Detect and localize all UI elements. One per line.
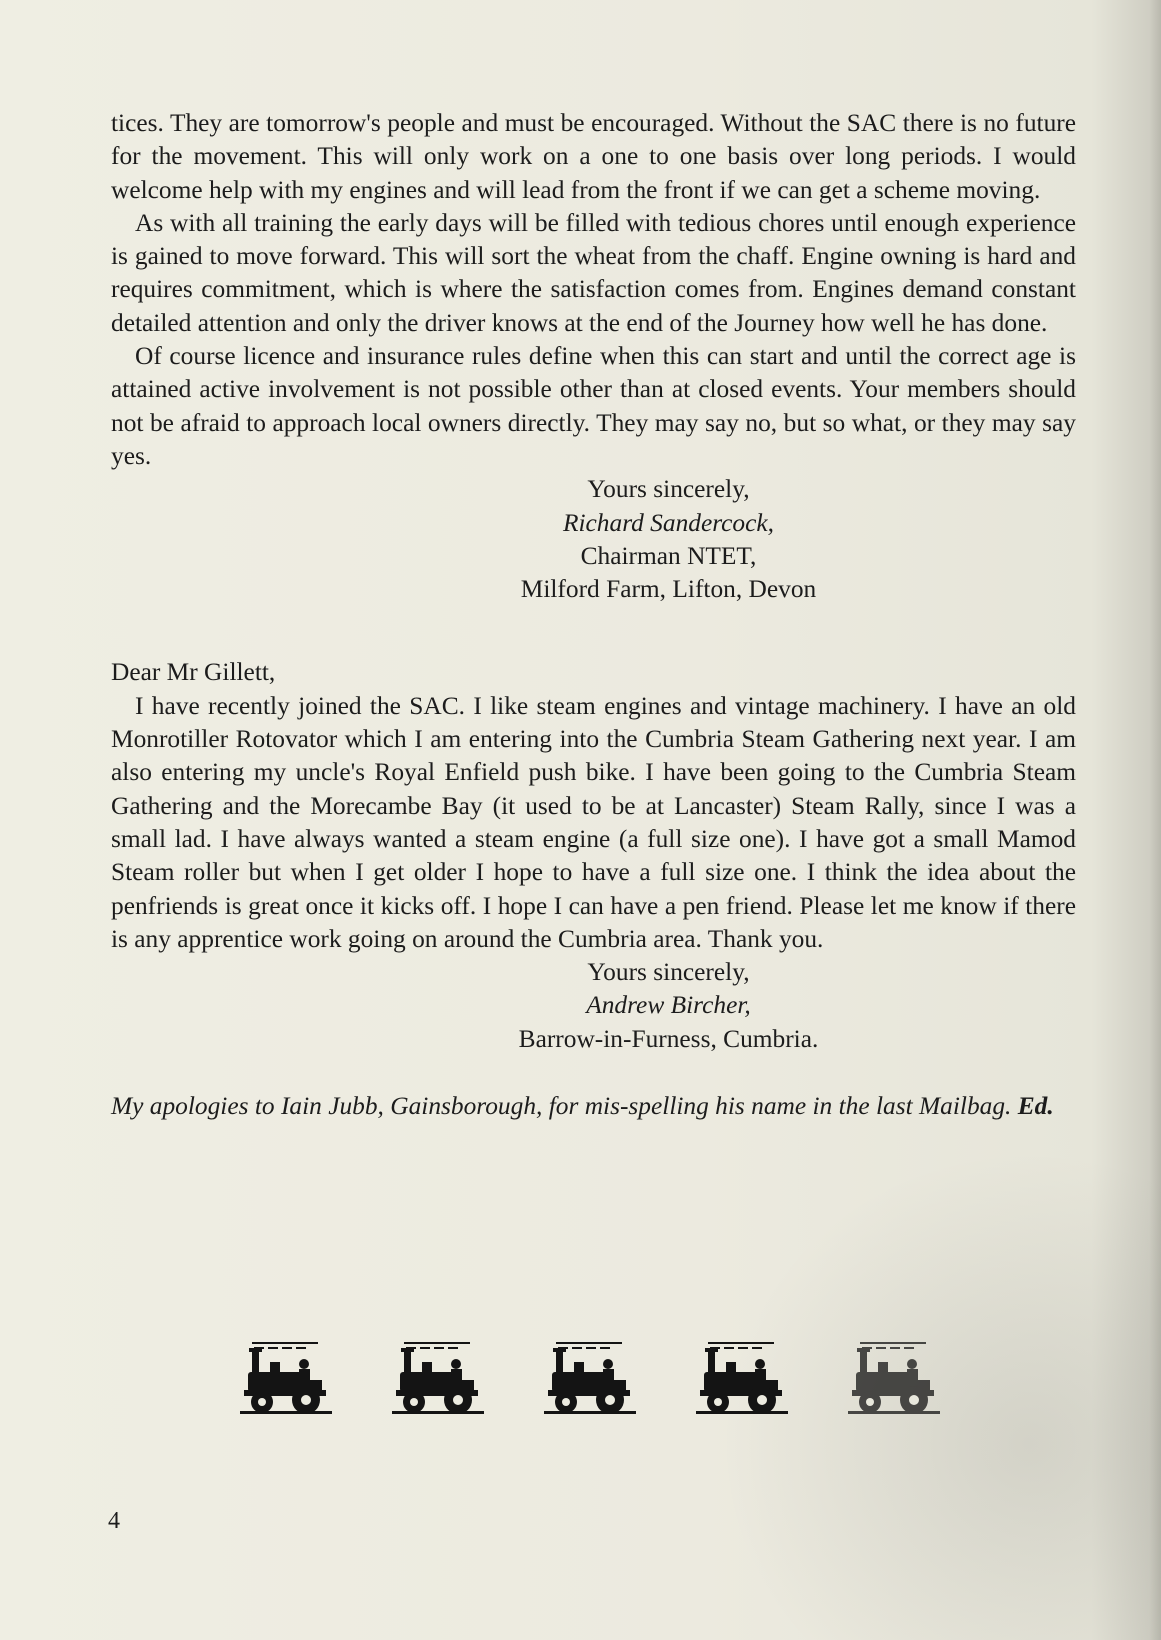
- closing: Yours sincerely,: [587, 475, 750, 504]
- editor-note-text: My apologies to Iain Jubb, Gainsborough, for mis-spelling his name in the last Mailbag.: [111, 1092, 1012, 1121]
- traction-engine-icon: [696, 1340, 788, 1415]
- traction-engine-icon: [240, 1340, 332, 1415]
- editor-note: [111, 1090, 1076, 1123]
- editor-sign: Ed.: [1017, 1092, 1054, 1121]
- signatory-address: Barrow-in-Furness, Cumbria.: [518, 1024, 819, 1053]
- letter-bircher: [111, 656, 1076, 1056]
- closing: Yours sincerely,: [587, 958, 750, 987]
- traction-engine-icon: [848, 1340, 940, 1415]
- signatory-name: Andrew Bircher,: [586, 991, 751, 1020]
- signatory-name: Richard Sandercock,: [562, 508, 775, 537]
- letter-paragraph: Of course licence and insurance rules define when this can start and until the correct age is attained active involvement is not possible other than at closed events. Your members should not be afraid to approach local owners directly. They may say no, but so what, or they may say yes.: [111, 342, 1076, 470]
- letter-signature: [111, 956, 1076, 1056]
- page-number: 4: [108, 1508, 120, 1534]
- mailbag-column: [111, 107, 1076, 1123]
- salutation: Dear Mr Gillett,: [111, 658, 276, 687]
- letter-signature: [111, 473, 1076, 606]
- traction-engine-row: [240, 1340, 940, 1415]
- traction-engine-icon: [544, 1340, 636, 1415]
- letter-paragraph: tices. They are tomorrow's people and must be encouraged. Without the SAC there is no future for the movement. This will only work on a one to one basis over long periods. I would welcome help with my engines and will lead from the front if we can get a scheme moving.: [111, 109, 1076, 204]
- letter-sandercock: [111, 107, 1076, 606]
- letter-paragraph: As with all training the early days will be filled with tedious chores until enough experience is gained to move forward. This will sort the wheat from the chaff. Engine owning is hard and requires commitment, which is where the satisfaction comes from. Engines demand constant detailed attention and only the driver knows at the end of the Journey how well he has done.: [111, 208, 1076, 337]
- letter-paragraph: I have recently joined the SAC. I like steam engines and vintage machinery. I have an old Monrotiller Rotovator which I am entering into the Cumbria Steam Gathering next year. I am also entering my uncle's Royal Enfield push bike. I have been going to the Cumbria Steam Gathering and the Morecambe Bay (it used to be at Lancaster) Steam Rally, since I was a small lad. I have always wanted a steam engine (a full size one). I have got a small Mamod Steam roller but when I get older I hope to have a full size one. I think the idea about the penfriends is great once it kicks off. I hope I can have a pen friend. Please let me know if there is any apprentice work going on around the Cumbria area. Thank you.: [111, 691, 1076, 953]
- traction-engine-icon: [392, 1340, 484, 1415]
- signatory-title: Chairman NTET,: [580, 541, 757, 570]
- signatory-address: Milford Farm, Lifton, Devon: [520, 575, 817, 604]
